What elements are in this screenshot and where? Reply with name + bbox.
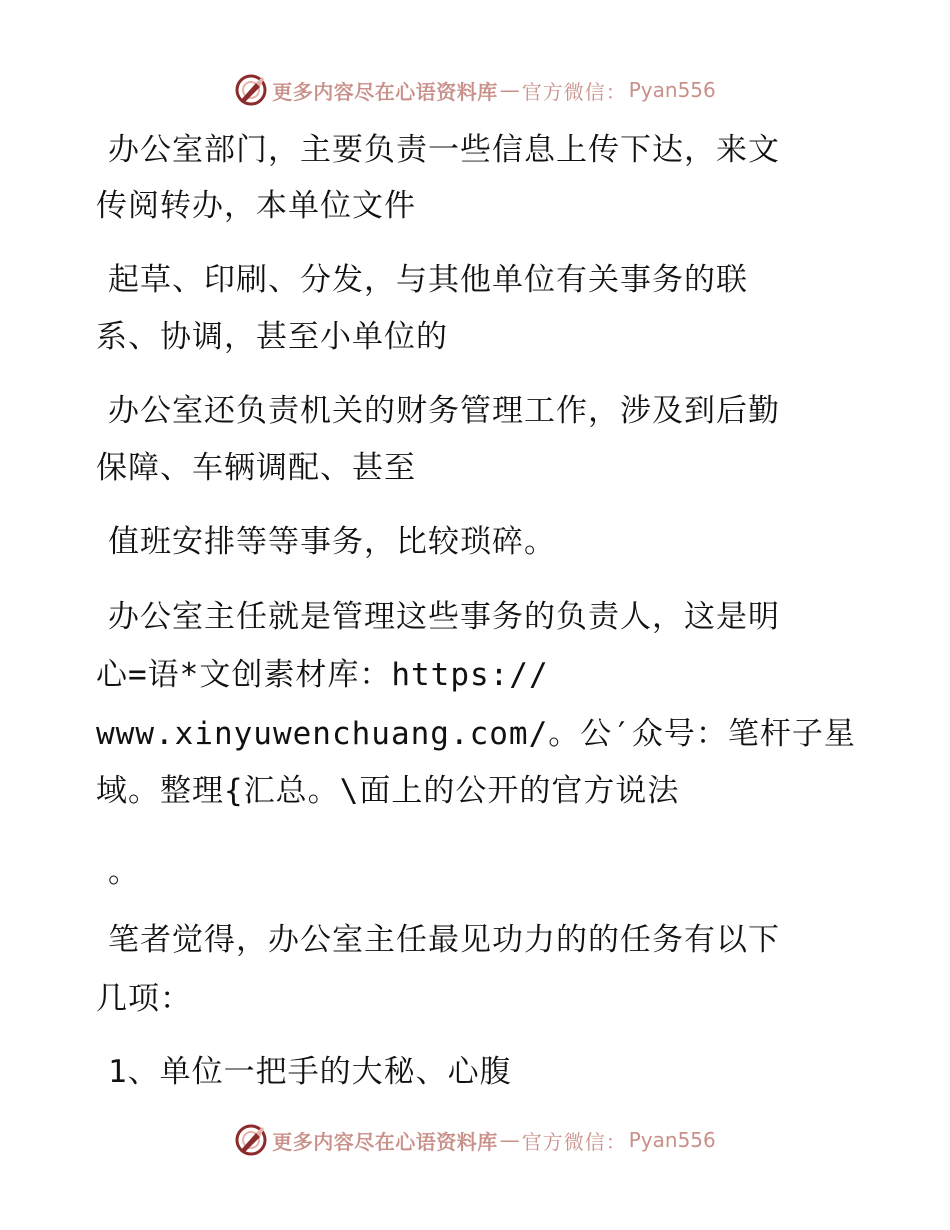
body-line: 办公室主任就是管理这些事务的负责人，这是明 <box>108 599 780 635</box>
body-line: www.xinyuwenchuang.com/。公′众号：笔杆子星 <box>96 716 856 752</box>
body-line: 值班安排等等事务，比较琐碎。 <box>108 524 556 560</box>
pen-logo-icon <box>234 73 268 107</box>
body-line: 心=语*文创素材库：https:// <box>96 657 549 693</box>
header-dash: — <box>499 78 520 102</box>
header-banner <box>0 70 950 110</box>
footer-wechat-id: Pyan556 <box>628 1128 716 1152</box>
header-wechat-id: Pyan556 <box>628 78 716 102</box>
header-official-text: 官方微信： <box>521 79 627 104</box>
footer-banner <box>0 1120 950 1160</box>
header-promo-text: 更多内容尽在心语资料库 <box>272 79 498 104</box>
body-line: 办公室部门，主要负责一些信息上传下达，来文 <box>108 132 780 168</box>
body-line: 。 <box>108 854 140 890</box>
footer-dash: — <box>499 1128 520 1152</box>
footer-official-text: 官方微信： <box>521 1129 627 1154</box>
pen-logo-icon <box>234 1123 268 1157</box>
body-line: 域。整理{汇总。\面上的公开的官方说法 <box>96 773 680 809</box>
body-line: 传阅转办，本单位文件 <box>96 188 416 224</box>
body-line: 系、协调，甚至小单位的 <box>96 319 448 355</box>
footer-promo-text: 更多内容尽在心语资料库 <box>272 1129 498 1154</box>
body-line: 几项： <box>96 981 192 1017</box>
body-line: 1、单位一把手的大秘、心腹 <box>108 1054 512 1090</box>
body-line: 保障、车辆调配、甚至 <box>96 450 416 486</box>
body-line: 办公室还负责机关的财务管理工作，涉及到后勤 <box>108 393 780 429</box>
body-line: 起草、印刷、分发，与其他单位有关事务的联 <box>108 262 748 298</box>
body-line: 笔者觉得，办公室主任最见功力的的任务有以下 <box>108 922 780 958</box>
